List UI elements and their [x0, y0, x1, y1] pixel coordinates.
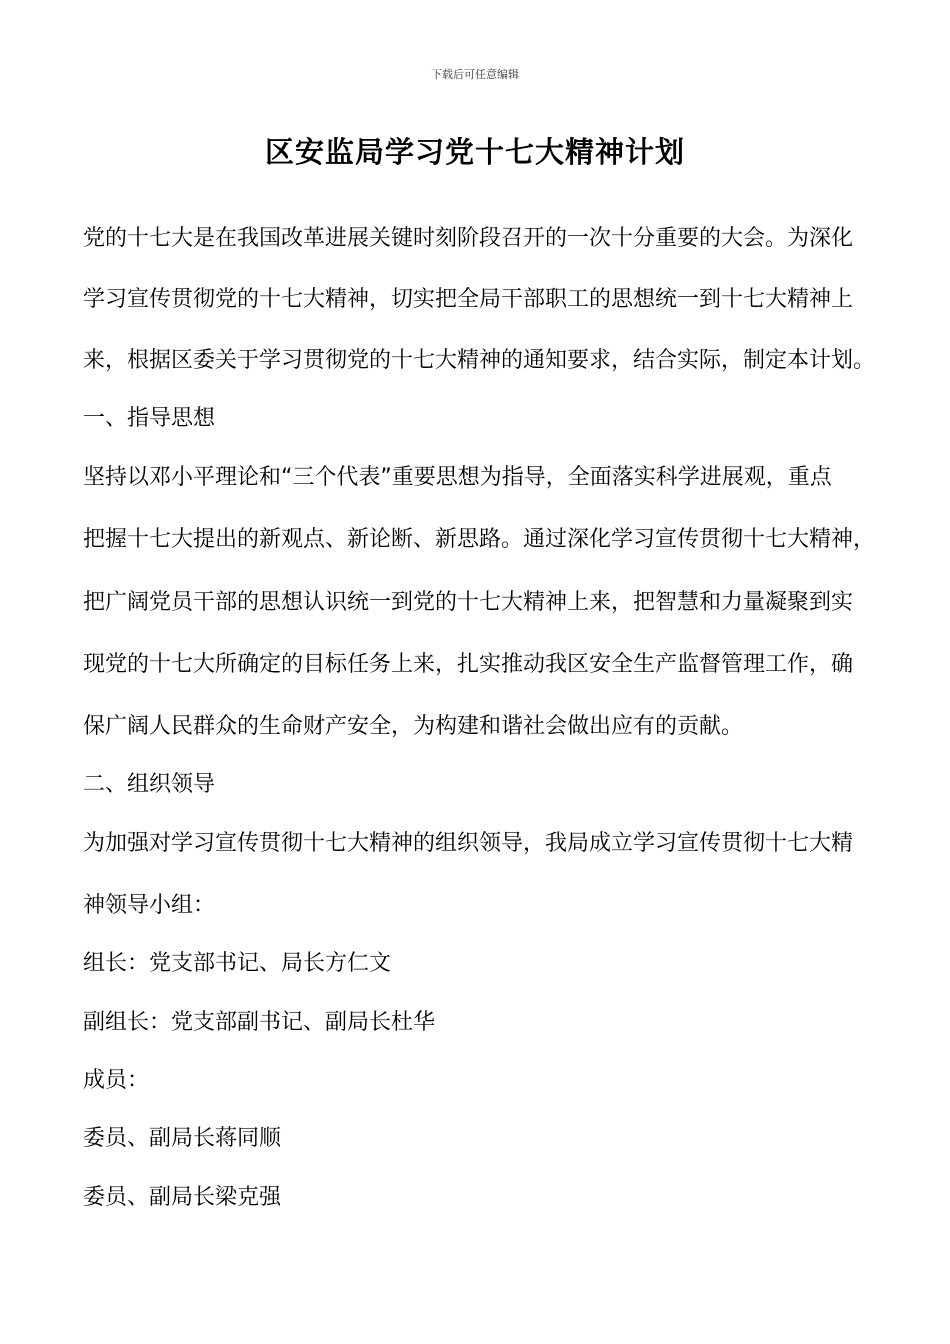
- body-line: 委员、副局长梁克强: [83, 1185, 282, 1210]
- body-line: 把广阔党员干部的思想认识统一到党的十七大精神上来，把智慧和力量凝聚到实: [83, 590, 854, 615]
- body-line: 坚持以邓小平理论和“三个代表”重要思想为指导，全面落实科学进展观，重点: [83, 465, 832, 490]
- body-line: 副组长：党支部副书记、副局长杜华: [83, 1010, 436, 1035]
- body-line: 保广阔人民群众的生命财产安全，为构建和谐社会做出应有的贡献。: [83, 714, 744, 739]
- body-line: 来，根据区委关于学习贯彻党的十七大精神的通知要求，结合实际，制定本计划。: [83, 348, 876, 373]
- body-line: 成员：: [83, 1068, 150, 1093]
- section-heading: 二、组织领导: [83, 772, 216, 797]
- body-line: 党的十七大是在我国改革进展关键时刻阶段召开的一次十分重要的大会。为深化: [83, 226, 854, 251]
- document-title: 区安监局学习党十七大精神计划: [264, 135, 685, 169]
- body-line: 把握十七大提出的新观点、新论断、新思路。通过深化学习宣传贯彻十七大精神，: [83, 527, 876, 552]
- body-line: 学习宣传贯彻党的十七大精神，切实把全局干部职工的思想统一到十七大精神上: [83, 287, 854, 312]
- body-line: 为加强对学习宣传贯彻十七大精神的组织领导，我局成立学习宣传贯彻十七大精: [83, 831, 854, 856]
- body-line: 现党的十七大所确定的目标任务上来，扎实推动我区安全生产监督管理工作，确: [83, 652, 854, 677]
- body-line: 组长：党支部书记、局长方仁文: [83, 951, 392, 976]
- body-line: 神领导小组：: [83, 893, 216, 918]
- header-note: 下载后可任意编辑: [431, 68, 519, 81]
- section-heading: 一、指导思想: [83, 406, 216, 431]
- body-line: 委员、副局长蒋同顺: [83, 1126, 282, 1151]
